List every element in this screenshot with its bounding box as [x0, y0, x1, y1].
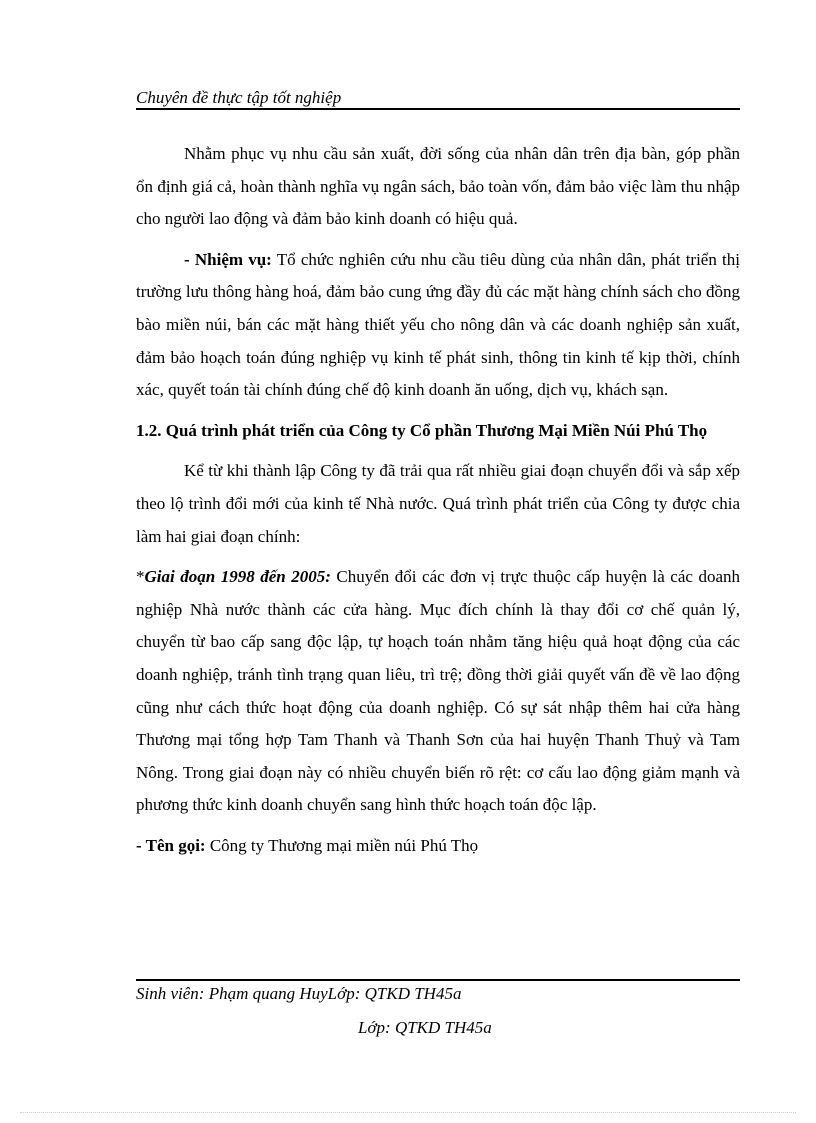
tasks-text: Tổ chức nghiên cứu nhu cầu tiêu dùng của nhân dân, phát triển thị trường lưu thông hàng hoá, đảm bảo cung ứng đầy đủ các mặt hàng chính sách cho đồng bào miền núi, bán các mặt hàng thiết yếu cho nông dân và các doanh nghiệp sản xuất, đảm bảo hoạch toán đúng nghiệp vụ kinh tế phát sinh, thông tin kinh tế kịp thời, chính xác, quyết toán tài chính đúng chế độ kinh doanh ăn uống, dịch vụ, khách sạn. [136, 249, 740, 400]
stage-label: Giai đoạn 1998 đến 2005: [144, 567, 331, 587]
paragraph-tasks [136, 244, 740, 407]
paragraph-purpose: Nhằm phục vụ nhu cầu sản xuất, đời sống của nhân dân trên địa bàn, góp phần ổn định giá cả, hoàn thành nghĩa vụ ngân sách, bảo toàn vốn, đảm bảo việc làm thu nhập cho người lao động và đảm bảo kinh doanh có hiệu quả. [136, 144, 740, 229]
page-bottom-dotted-border [20, 1112, 796, 1113]
footer-student-line: Sinh viên: Phạm quang HuyLớp: QTKD TH45a [136, 984, 462, 1003]
section-heading: 1.2. Quá trình phát triển của Công ty Cổ phần Thương Mại Miền Núi Phú Thọ [136, 420, 708, 440]
name-text: Công ty Thương mại miền núi Phú Thọ [205, 835, 479, 855]
page-header-title: Chuyên đề thực tập tốt nghiệp [136, 88, 342, 107]
stage-text: Chuyển đổi các đơn vị trực thuộc cấp huyện là các doanh nghiệp Nhà nước thành các cửa hàng. Mục đích chính là thay đổi cơ chế quản lý, chuyển từ bao cấp sang độc lập, tự hoạch toán nhằm tăng hiệu quả hoạt động của các doanh nghiệp, tránh tình trạng quan liêu, trì trệ; đồng thời giải quyết vấn đề về lao động cũng như cách thức hoạt động của doanh nghiệp. Có sự sát nhập thêm hai cửa hàng Thương mại tổng hợp Tam Thanh và Thanh Sơn của hai huyện Thanh Thuỷ và Tam Nông. Trong giai đoạn này có nhiều chuyển biến rõ rệt: cơ cấu lao động giảm mạnh và phương thức kinh doanh chuyển sang hình thức hoạch toán độc lập. [136, 567, 740, 815]
header-divider [136, 108, 740, 110]
name-label: - Tên gọi: [136, 835, 206, 855]
paragraph-name [136, 830, 740, 863]
tasks-label: - Nhiệm vụ: [184, 249, 272, 269]
document-body [136, 138, 740, 870]
stage-bullet: * [136, 567, 145, 587]
paragraph-history: Kể từ khi thành lập Công ty đã trải qua rất nhiều giai đoạn chuyển đổi và sắp xếp theo lộ trình đổi mới của kinh tế Nhà nước. Quá trình phát triển của Công ty được chia làm hai giai đoạn chính: [136, 461, 740, 546]
paragraph-stage [136, 561, 740, 822]
footer-divider [136, 979, 740, 981]
footer-class-line: Lớp: QTKD TH45a [358, 1018, 492, 1037]
